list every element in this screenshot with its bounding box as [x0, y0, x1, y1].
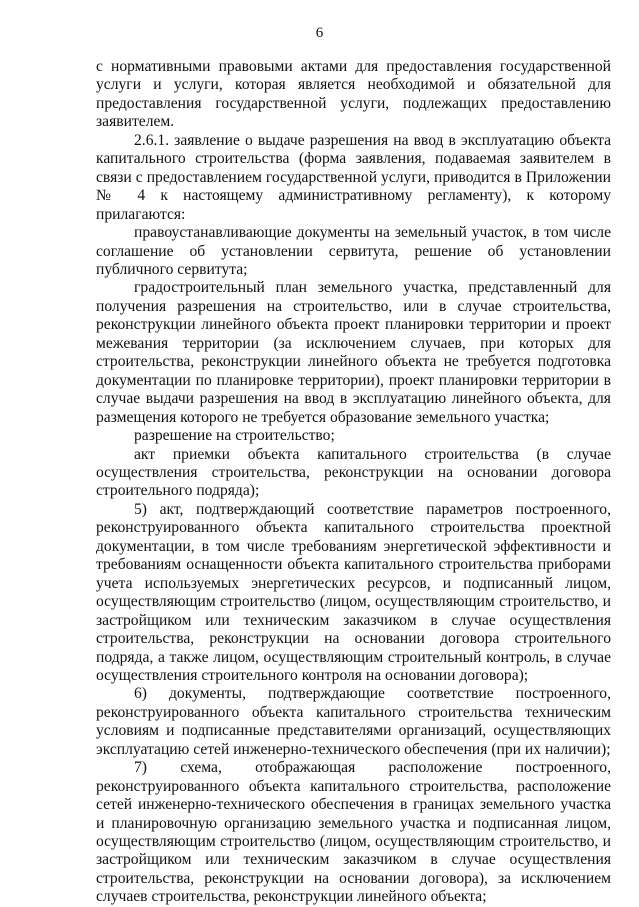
paragraph-building-permit: разрешение на строительство;	[134, 427, 335, 445]
page-number: 6	[315, 25, 324, 41]
paragraph-urban-plan: градостроительный план земельного участка, представленный для получения разрешения на строительство, или в случае строительства, реконструкции линейного объекта проект планировки территории и проект межевания территории (за исключением случаев, при которых для строительства, реконструкции линейного объекта не требуется подготовка документации по планировке территории), проект планировки территории в случае выдачи разрешения на ввод в эксплуатацию линейного объекта, для размещения которого не требуется образование земельного участка;	[96, 279, 611, 426]
paragraph-item-5: 5) акт, подтверждающий соответствие параметров построенного, реконструированного объекта капитального строительства проектной документации, в том числе требованиям энергетической эффективности и требованиям оснащенности объекта капитального строительства приборами учета используемых энергетических ресурсов, и подписанный лицом, осуществляющим строительство (лицом, осуществляющим строительство, и застройщиком или техническим заказчиком в случае осуществления строительства, реконструкции на основании договора строительного подряда, а также лицом, осуществляющим строительный контроль, в случае осуществления строительного контроля на основании договора);	[96, 500, 611, 684]
paragraph-item-7: 7) схема, отображающая расположение построенного, реконструированного объекта капитального строительства, расположение сетей инженерно-технического обеспечения в границах земельного участка и планировочную организацию земельного участка и подписанная лицом, осуществляющим строительство (лицом, осуществляющим строительство, и застройщиком или техническим заказчиком в случае осуществления строительства, реконструкции на основании договора), за исключением случаев строительства, реконструкции линейного объекта;	[96, 759, 611, 906]
paragraph-title-documents: правоустанавливающие документы на земельный участок, в том числе соглашение об установлении сервитута, решение об установлении публичного сервитута;	[96, 224, 611, 278]
paragraph-continuation: с нормативными правовыми актами для предоставления государственной услуги и услуги, которая является необходимой и обязательной для предоставления государственной услуги, подлежащих предоставлению заявителем.	[96, 58, 611, 131]
document-body	[96, 58, 611, 907]
paragraph-item-6: 6) документы, подтверждающие соответствие построенного, реконструированного объекта капитального строительства техническим условиям и подписанные представителями организаций, осуществляющих эксплуатацию сетей инженерно-технического обеспечения (при их наличии);	[96, 685, 611, 758]
paragraph-2-6-1: 2.6.1. заявление о выдаче разрешения на ввод в эксплуатацию объекта капитального строительства (форма заявления, подаваемая заявителем в связи с предоставлением государственной услуги, приводится в Приложении № 4 к настоящему административному регламенту), к которому прилагаются:	[96, 131, 611, 223]
paragraph-acceptance-act: акт приемки объекта капитального строительства (в случае осуществления строительства, реконструкции на основании договора строительного подряда);	[96, 445, 611, 500]
